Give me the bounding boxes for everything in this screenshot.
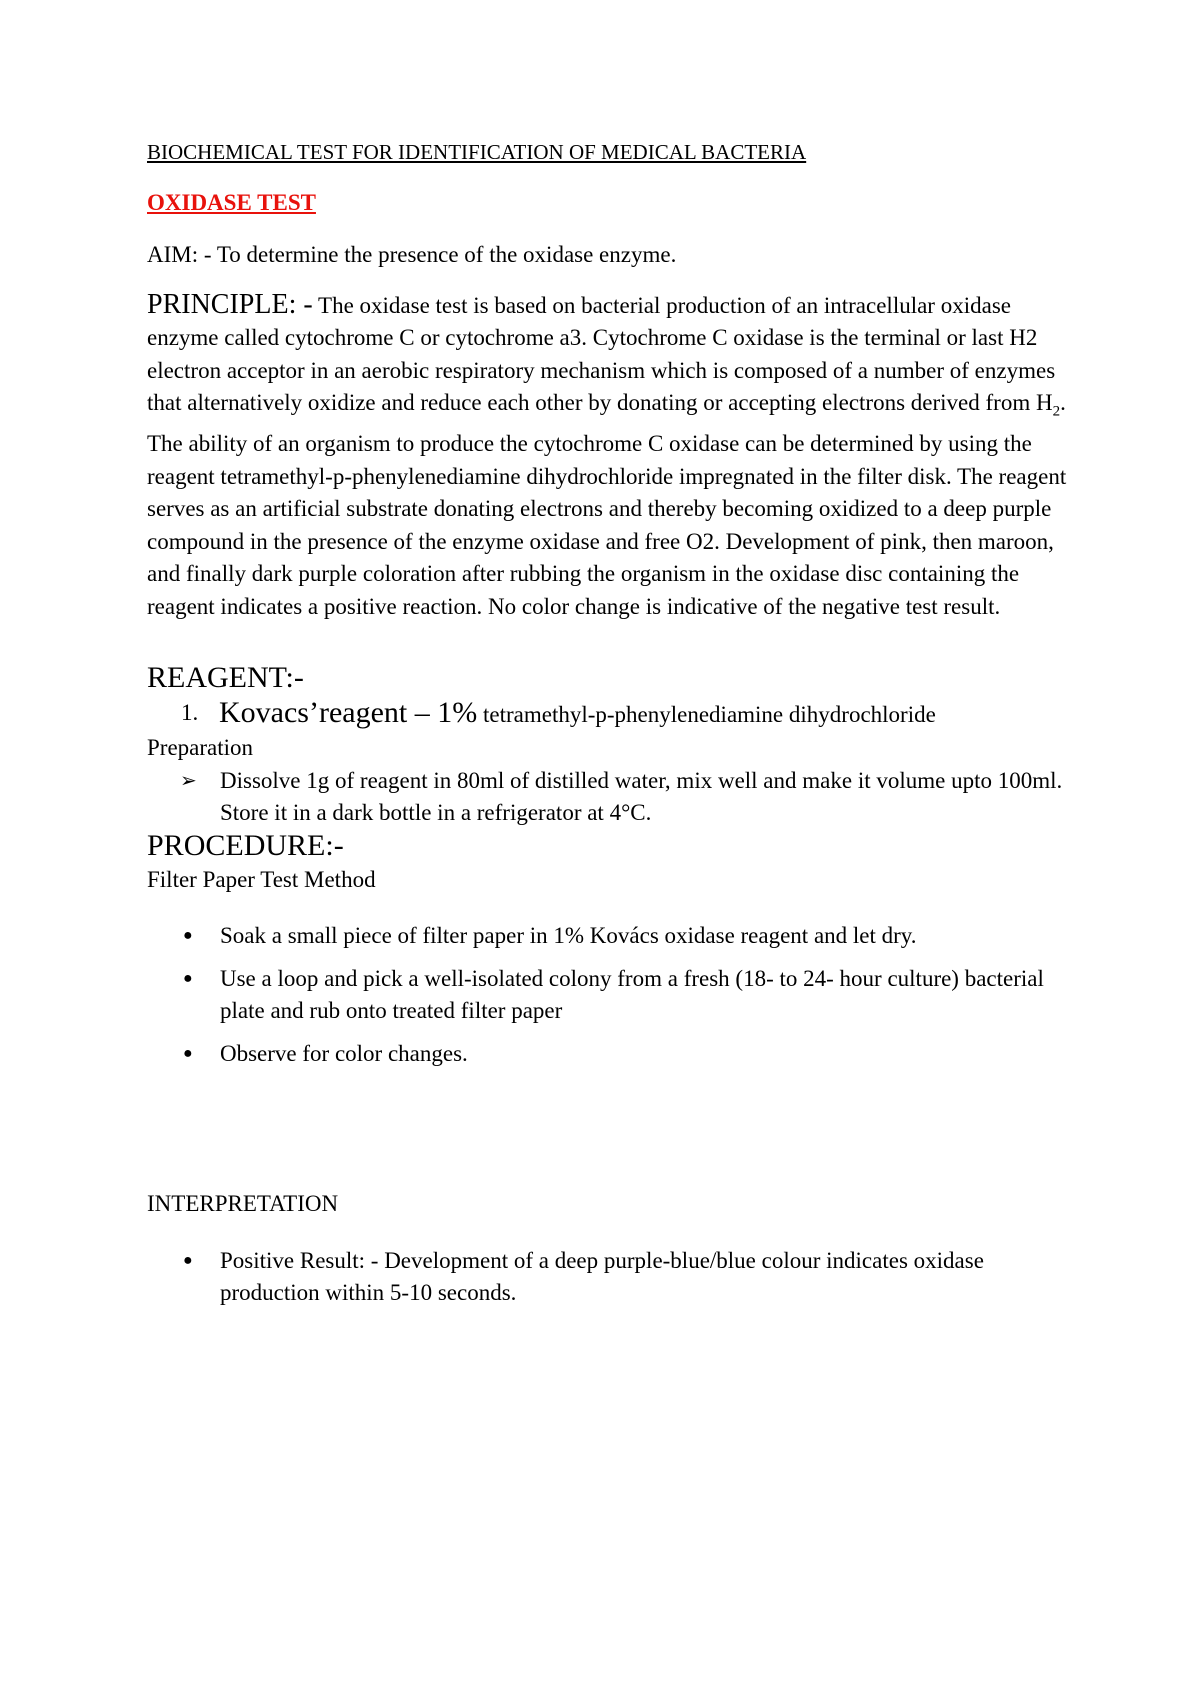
interpretation-item (183, 1245, 1087, 1310)
principle-paragraph-2: The ability of an organism to produce the cytochrome C oxidase can be determined by using the reagent tetramethyl-p-phenylenediamine dihydrochloride impregnated in the filter disk. The reagent serves as an artificial substrate donating electrons and thereby becoming oxidized to a deep purple compound in the presence of the enzyme oxidase and free O2. Development of pink, then maroon, and finally dark purple coloration after rubbing the organism in the oxidase disc containing the reagent indicates a positive reaction. No color change is indicative of the negative test result. (147, 431, 1067, 619)
procedure-step-text: Use a loop and pick a well-isolated colony from a fresh (18- to 24- hour culture) bacterial plate and rub onto treated filter paper (220, 965, 1044, 1024)
reagent-name: Kovacs’reagent – 1% (219, 696, 478, 730)
principle-text-end: . (1060, 390, 1066, 415)
reagent-heading: REAGENT:- (147, 661, 304, 695)
principle-text: The oxidase test is based on bacterial production of an intracellular oxidase enzyme called cytochrome C or cytochrome a3. Cytochrome C oxidase is the terminal or last H2 electron acceptor in an aerobic respiratory mechanism which is composed of a number of enzymes that alternatively oxidize and reduce each other by donating or accepting electrons derived from H (147, 292, 1056, 415)
procedure-step (183, 1038, 1087, 1071)
bullet-dot-icon: ● (183, 1044, 193, 1062)
bullet-dot-icon: ● (183, 1251, 193, 1269)
procedure-step-text: Observe for color changes. (220, 1040, 468, 1066)
document-title: BIOCHEMICAL TEST FOR IDENTIFICATION OF MEDICAL BACTERIA (147, 140, 807, 164)
section-heading-oxidase-test: OXIDASE TEST (147, 190, 316, 215)
document-page (147, 138, 1087, 1320)
principle-label: PRINCIPLE: - (147, 288, 313, 320)
procedure-step (183, 920, 1087, 953)
reagent-item-text (219, 694, 936, 732)
procedure-method: Filter Paper Test Method (147, 866, 376, 892)
interpretation-heading: INTERPRETATION (147, 1191, 339, 1217)
principle-paragraph (147, 289, 1087, 429)
interpretation-item-text: Positive Result: - Development of a deep purple-blue/blue colour indicates oxidase production within 5-10 seconds. (220, 1247, 984, 1306)
procedure-step (183, 963, 1087, 1028)
procedure-heading: PROCEDURE:- (147, 828, 344, 862)
procedure-step-text: Soak a small piece of filter paper in 1% Kovács oxidase reagent and let dry. (220, 923, 917, 949)
reagent-list-item (181, 694, 1087, 732)
h2-subscript: 2 (1052, 403, 1061, 420)
bullet-dot-icon: ● (183, 927, 193, 945)
arrow-bullet-icon: ➢ (180, 769, 197, 792)
aim-paragraph: AIM: - To determine the presence of the oxidase enzyme. (147, 242, 677, 267)
bullet-dot-icon: ● (183, 969, 193, 987)
preparation-list-item (180, 765, 1087, 830)
list-number: 1. (181, 700, 199, 726)
reagent-description: tetramethyl-p-phenylenediamine dihydrochloride (477, 702, 936, 728)
preparation-text: Dissolve 1g of reagent in 80ml of distilled water, mix well and make it volume upto 100ml. Store it in a dark bottle in a refrigerator at 4°C. (220, 767, 1063, 826)
preparation-label: Preparation (147, 735, 254, 761)
